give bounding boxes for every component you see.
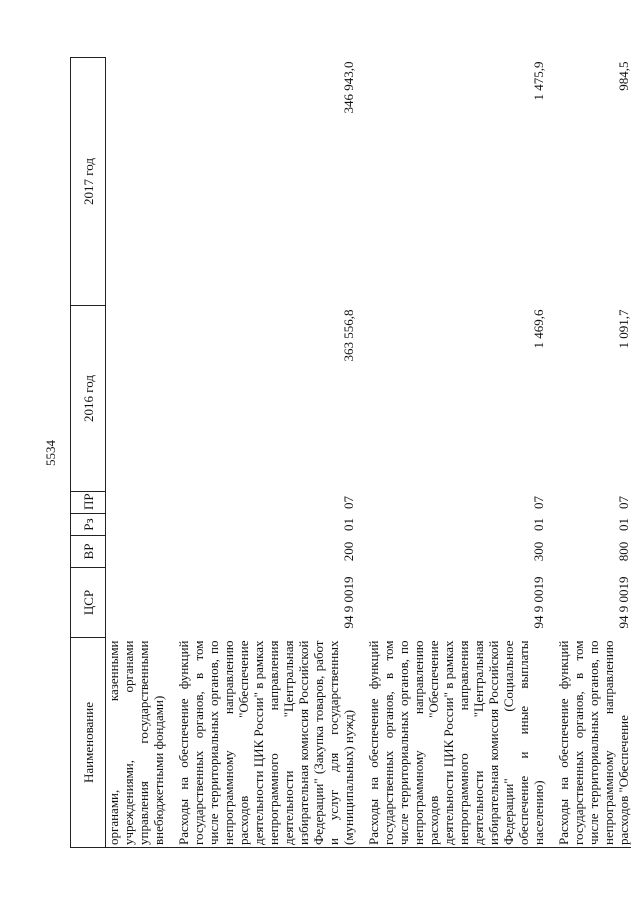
row-rz: 01 [341,518,356,531]
header-rz: Рз [71,514,106,536]
row-2016 [106,306,167,492]
row-vr: 300 [531,541,546,562]
row-name: органами, казенными учреждениями, органами управления государственными внебюджетными фондами) [106,638,167,848]
row-gap [546,58,556,848]
row-csr: 94 9 0019 [616,576,631,629]
row-vr [106,536,167,568]
row-pr [106,492,167,514]
row-csr: 94 9 0019 [341,576,356,629]
table-row [106,58,167,848]
row-2016: 1 469,6 [531,309,546,349]
row-2017: 1 475,9 [531,61,546,101]
header-csr: ЦСР [71,568,106,638]
budget-table [70,57,631,848]
row-gap [166,58,176,848]
row-rz [106,514,167,536]
row-csr [106,568,167,638]
row-pr: 07 [531,496,546,509]
row-2017: 346 943,0 [341,61,356,114]
row-2017: 984,5 [616,61,631,91]
header-vr: ВР [71,536,106,568]
row-name: Расходы на обеспечение функций государственных органов, в том числе территориальных органов, по непрограммному направлению расходов "Обеспечение [556,638,631,848]
row-pr: 07 [341,496,356,509]
row-gap [356,58,366,848]
page-number: 5534 [43,440,58,466]
header-pr: ПР [71,492,106,514]
table-row [366,58,546,848]
table-header-row [71,58,106,848]
table-row [176,58,356,848]
row-name: Расходы на обеспечение функций государственных органов, в том числе территориальных органов, по непрограммному направлению расходов "Обеспечение деятельности ЦИК России" в рамках непрограммного направления деятельности "Центральная избирательная комиссия Российской Федерации" (Социальное обеспечение и иные выплаты населению) [366,638,546,848]
row-csr: 94 9 0019 [531,576,546,629]
row-2017 [106,58,167,306]
table-row [556,58,631,848]
rotated-table-container [70,58,631,848]
header-name: Наименование [71,638,106,848]
row-vr: 200 [341,541,356,562]
row-name: Расходы на обеспечение функций государственных органов, в том числе территориальных органов, по непрограммному направлению расходов "Обеспечение деятельности ЦИК России" в рамках непрограммного направления деятельности "Центральная избирательная комиссия Российской Федерации" (Закупка товаров, работ и услуг для государственных (муниципальных) нужд) [176,638,356,848]
row-2016: 1 091,7 [616,309,631,349]
row-2016: 363 556,8 [341,309,356,362]
row-vr: 800 [616,541,631,562]
row-rz: 01 [616,518,631,531]
row-pr: 07 [616,496,631,509]
header-2016: 2016 год [71,306,106,492]
header-2017: 2017 год [71,58,106,306]
row-rz: 01 [531,518,546,531]
